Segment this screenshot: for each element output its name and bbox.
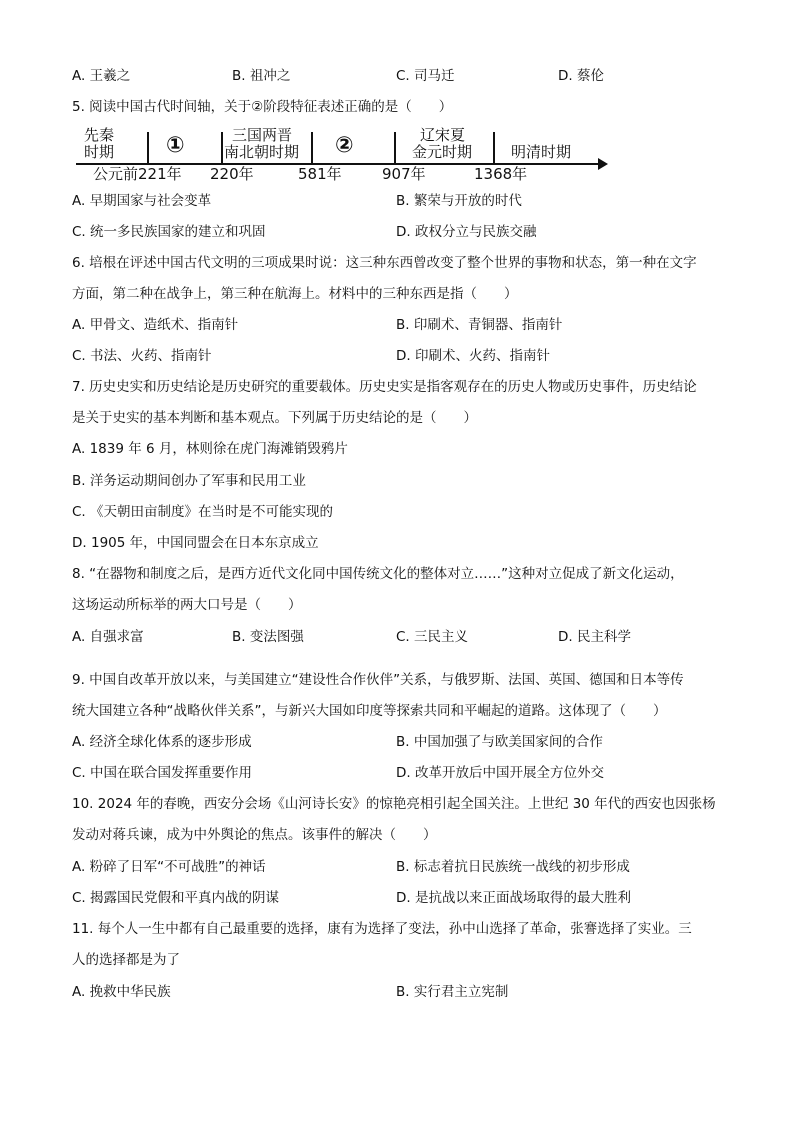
timeline-date: 907年 [382,165,426,183]
timeline-date: 1368年 [474,165,528,183]
q10-option-b: B. 标志着抗日民族统一战线的初步形成 [396,859,630,875]
timeline-arrow-icon [598,158,608,170]
q6-option-d: D. 印刷术、火药、指南针 [396,348,550,364]
timeline-period-liao-song: 辽宋夏 [420,126,466,144]
q8-option-b: B. 变法图强 [232,629,304,645]
q5-option-b: B. 繁荣与开放的时代 [396,193,522,209]
q5-option-d: D. 政权分立与民族交融 [396,224,537,240]
q8-option-a: A. 自强求富 [72,629,144,645]
q4-option-d: D. 蔡伦 [558,68,604,84]
timeline-period-ming-qing: 明清时期 [511,143,572,161]
timeline-period-pre-qin-2: 时期 [84,143,115,161]
q7-stem-line-1: 7. 历史史实和历史结论是历史研究的重要载体。历史史实是指客观存在的历史人物或历史事件，历史结论 [72,379,697,395]
q6-stem-line-2: 方面，第二种在战争上，第三种在航海上。材料中的三种东西是指（ ） [72,286,518,302]
timeline-period-jin-yuan: 金元时期 [412,143,473,161]
timeline-period-2: ② [335,133,354,158]
q11-stem-line-2: 人的选择都是为了 [72,952,180,968]
q5-option-a: A. 早期国家与社会变革 [72,193,212,209]
timeline-date: 公元前221年 [93,165,182,183]
q7-option-c: C. 《天朝田亩制度》在当时是不可能实现的 [72,504,334,520]
q9-option-a: A. 经济全球化体系的逐步形成 [72,734,252,750]
q11-option-a: A. 挽救中华民族 [72,984,171,1000]
q7-option-a: A. 1839 年 6 月，林则徐在虎门海滩销毁鸦片 [72,441,348,457]
timeline-period-pre-qin-1: 先秦 [84,126,115,144]
q8-option-c: C. 三民主义 [396,629,469,645]
timeline-period-northern-southern: 南北朝时期 [224,143,300,161]
q11-option-b: B. 实行君主立宪制 [396,984,509,1000]
q4-option-b: B. 祖冲之 [232,68,291,84]
q7-option-d: D. 1905 年，中国同盟会在日本东京成立 [72,535,319,551]
q9-stem-line-2: 统大国建立各种“战略伙伴关系”，与新兴大国如印度等探索共同和平崛起的道路。这体现了（ ） [72,703,667,719]
q10-option-d: D. 是抗战以来正面战场取得的最大胜利 [396,890,631,906]
q10-option-c: C. 揭露国民党假和平真内战的阴谋 [72,890,280,906]
timeline-date: 581年 [298,165,342,183]
q6-option-b: B. 印刷术、青铜器、指南针 [396,317,563,333]
q9-option-b: B. 中国加强了与欧美国家间的合作 [396,734,603,750]
q5-option-c: C. 统一多民族国家的建立和巩固 [72,224,266,240]
q9-option-c: C. 中国在联合国发挥重要作用 [72,765,253,781]
timeline-date: 220年 [210,165,254,183]
timeline-period-1: ① [166,133,185,158]
q8-stem-line-2: 这场运动所标举的两大口号是（ ） [72,597,302,613]
q10-stem-line-1: 10. 2024 年的春晚，西安分会场《山河诗长安》的惊艳亮相引起全国关注。上世纪 30 年代的西安也因张杨 [72,796,716,812]
q4-option-a: A. 王羲之 [72,68,131,84]
q5-stem: 5. 阅读中国古代时间轴，关于②阶段特征表述正确的是（ ） [72,99,453,115]
q7-option-b: B. 洋务运动期间创办了军事和民用工业 [72,473,306,489]
q9-option-d: D. 改革开放后中国开展全方位外交 [396,765,604,781]
q10-option-a: A. 粉碎了日军“不可战胜”的神话 [72,859,266,875]
q4-option-c: C. 司马迁 [396,68,455,84]
q6-option-c: C. 书法、火药、指南针 [72,348,212,364]
q10-stem-line-2: 发动对蒋兵谏，成为中外舆论的焦点。该事件的解决（ ） [72,827,437,843]
q9-stem-line-1: 9. 中国自改革开放以来，与美国建立“建设性合作伙伴”关系，与俄罗斯、法国、英国、德国和日本等传 [72,672,684,688]
q8-option-d: D. 民主科学 [558,629,631,645]
q7-stem-line-2: 是关于史实的基本判断和基本观点。下列属于历史结论的是（ ） [72,410,477,426]
q6-option-a: A. 甲骨文、造纸术、指南针 [72,317,239,333]
q8-stem-line-1: 8. “在器物和制度之后，是西方近代文化同中国传统文化的整体对立……”这种对立促成了新文化运动， [72,566,684,582]
q11-stem-line-1: 11. 每个人一生中都有自己最重要的选择，康有为选择了变法，孙中山选择了革命，张謇选择了实业。三 [72,921,692,937]
timeline-period-three-kingdoms: 三国两晋 [232,126,293,144]
q6-stem-line-1: 6. 培根在评述中国古代文明的三项成果时说：这三种东西曾改变了整个世界的事物和状态，第一种在文字 [72,255,697,271]
